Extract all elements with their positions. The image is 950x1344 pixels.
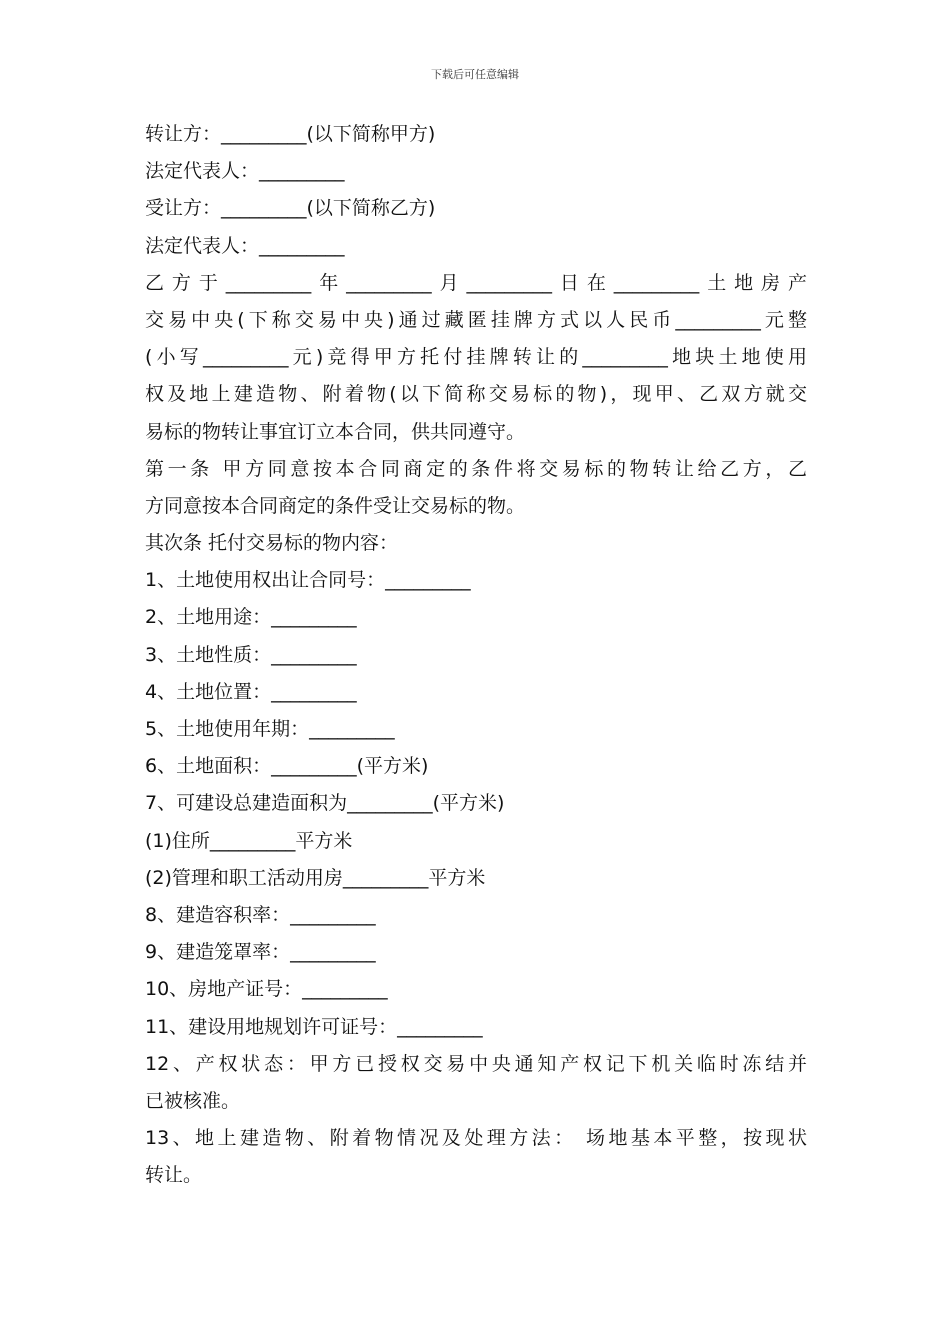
item-9-coverage-ratio: 9、建造笼罩率：_________ [145,941,376,964]
item-2-land-use: 2、土地用途：_________ [145,606,357,629]
item-12-line-2: 已被核准。 [145,1089,241,1112]
transferor-line: 转让方：_________(以下简称甲方) [145,123,436,145]
transferor-representative-line: 法定代表人：_________ [145,160,345,183]
preamble-line-2: 交易中央(下称交易中央)通过藏匿挂牌方式以人民币_________元整 [145,308,807,331]
transferee-representative-line: 法定代表人：_________ [145,234,345,257]
preamble-line-5: 易标的物转让事宜订立本合同，供共同遵守。 [145,420,526,443]
item-5-land-term: 5、土地使用年期：_________ [145,718,395,740]
item-3-land-nature: 3、土地性质：_________ [145,643,357,666]
item-8-plot-ratio: 8、建造容积率：_________ [145,903,376,926]
item-13-line-2: 转让。 [145,1164,203,1187]
preamble-line-1: 乙方于_________年_________月_________日在_________土地房产 [145,271,807,294]
page-header: 下载后可任意编辑 [431,68,519,81]
item-7-sub-1-residence: (1)住所_________平方米 [145,829,353,852]
preamble-line-4: 权及地上建造物、附着物(以下简称交易标的物)，现甲、乙双方就交 [145,383,807,406]
item-12-line-1: 12、产权状态：甲方已授权交易中央通知产权记下机关临时冻结并 [145,1052,807,1075]
item-7-sub-2-management: (2)管理和职工活动用房_________平方米 [145,866,486,889]
item-7-floor-area: 7、可建设总建造面积为_________(平方米) [145,792,505,815]
item-11-planning-permit: 11、建设用地规划许可证号：_________ [145,1015,483,1038]
item-6-land-area: 6、土地面积：_________(平方米) [145,755,429,778]
article-1-line-1: 第一条 甲方同意按本合同商定的条件将交易标的物转让给乙方，乙 [145,457,807,480]
contract-body [145,116,807,1194]
article-2-heading: 其次条 托付交易标的物内容： [145,532,399,555]
transferee-line: 受让方：_________(以下简称乙方) [145,197,436,220]
preamble-line-3: (小写_________元)竞得甲方托付挂牌转让的_________地块土地使用 [145,346,807,369]
item-4-land-location: 4、土地位置：_________ [145,680,357,703]
item-10-property-cert: 10、房地产证号：_________ [145,978,388,1001]
item-1-contract-number: 1、土地使用权出让合同号：_________ [145,569,471,592]
item-13-line-1: 13、地上建造物、附着物情况及处理方法： 场地基本平整，按现状 [145,1127,807,1150]
article-1-line-2: 方同意按本合同商定的条件受让交易标的物。 [145,494,526,517]
